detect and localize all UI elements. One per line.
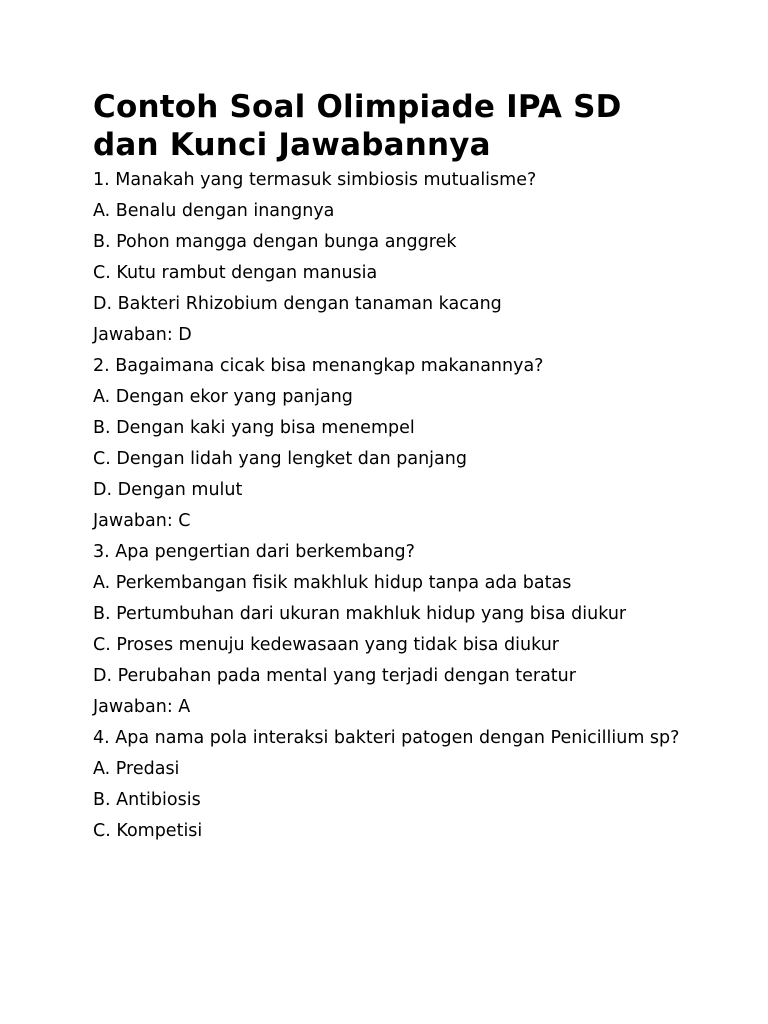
option-4a: A. Predasi: [93, 759, 180, 779]
option-1b: B. Pohon mangga dengan bunga anggrek: [93, 232, 457, 252]
option-3c: C. Proses menuju kedewasaan yang tidak bisa diukur: [93, 635, 560, 655]
question-2: 2. Bagaimana cicak bisa menangkap makanannya?: [93, 356, 544, 376]
option-3a: A. Perkembangan fisik makhluk hidup tanpa ada batas: [93, 573, 572, 593]
answer-2: Jawaban: C: [93, 511, 191, 531]
option-3d: D. Perubahan pada mental yang terjadi dengan teratur: [93, 666, 576, 686]
option-3b: B. Pertumbuhan dari ukuran makhluk hidup yang bisa diukur: [93, 604, 627, 624]
page-title: Contoh Soal Olimpiade IPA SD dan Kunci Jawabannya: [93, 89, 622, 163]
option-1d: D. Bakteri Rhizobium dengan tanaman kacang: [93, 294, 502, 314]
option-4b: B. Antibiosis: [93, 790, 201, 810]
option-2b: B. Dengan kaki yang bisa menempel: [93, 418, 415, 438]
question-1: 1. Manakah yang termasuk simbiosis mutualisme?: [93, 170, 537, 190]
option-2c: C. Dengan lidah yang lengket dan panjang: [93, 449, 467, 469]
question-4: 4. Apa nama pola interaksi bakteri patogen dengan Penicillium sp?: [93, 728, 680, 748]
option-1a: A. Benalu dengan inangnya: [93, 201, 335, 221]
option-1c: C. Kutu rambut dengan manusia: [93, 263, 378, 283]
option-2d: D. Dengan mulut: [93, 480, 243, 500]
answer-3: Jawaban: A: [93, 697, 191, 717]
answer-1: Jawaban: D: [93, 325, 192, 345]
document-page: [93, 88, 693, 852]
option-4c: C. Kompetisi: [93, 821, 203, 841]
question-3: 3. Apa pengertian dari berkembang?: [93, 542, 415, 562]
option-2a: A. Dengan ekor yang panjang: [93, 387, 353, 407]
